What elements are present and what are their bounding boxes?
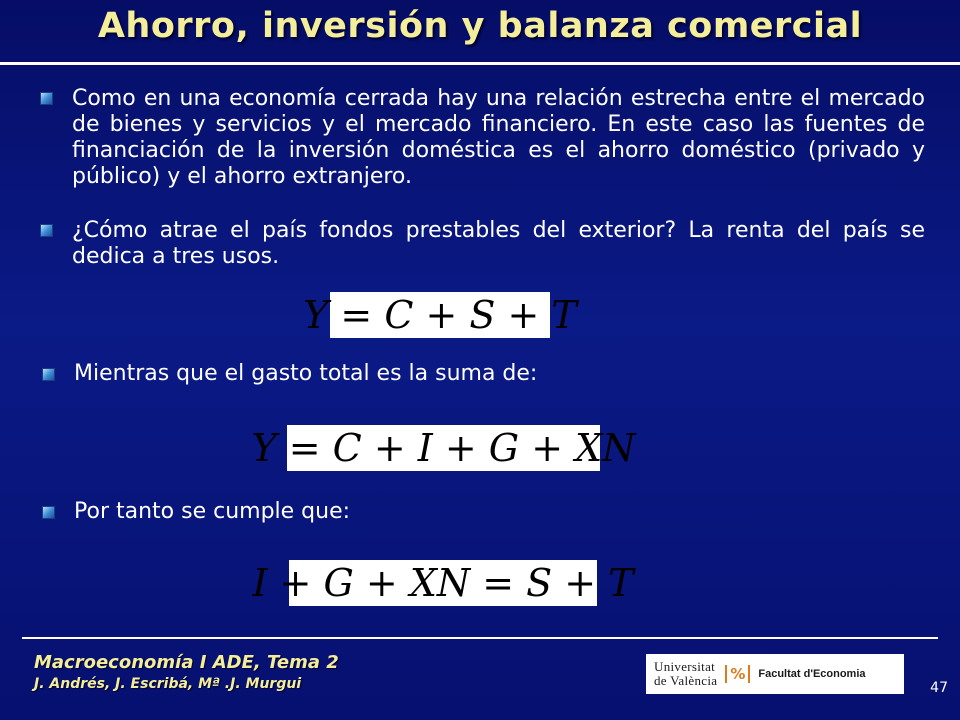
logo-university-name: Universitat de València [654, 659, 718, 688]
bullet-text-4: Por tanto se cumple que: [74, 499, 351, 524]
footer-authors: J. Andrés, J. Escribá, Mª .J. Murgui [34, 676, 302, 692]
page-number: 47 [930, 680, 948, 696]
bullet-icon [40, 92, 53, 105]
footer-course: Macroeconomía I ADE, Tema 2 [34, 652, 339, 673]
university-logo [646, 654, 904, 694]
bullet-text-2: ¿Cómo atrae el país fondos prestables del exterior? La renta del país se dedica a tres usos. [72, 218, 925, 269]
formula-total-spending: Y = C + I + G + XN [251, 426, 636, 470]
formula-identity: I + G + XN = S + T [252, 561, 634, 605]
bullet-icon [42, 506, 55, 519]
slide-title: Ahorro, inversión y balanza comercial [97, 6, 863, 46]
bullet-text-3: Mientras que el gasto total es la suma de: [74, 361, 538, 386]
title-divider [0, 62, 960, 65]
bullet-icon [40, 224, 53, 237]
footer-divider [22, 637, 938, 639]
logo-mark-icon: % [725, 665, 750, 683]
bullet-icon [42, 368, 55, 381]
bullet-text-1: Como en una economía cerrada hay una relación estrecha entre el mercado de bienes y servicios y el mercado financiero. En este caso las fuentes de financiación de la inversión doméstica es el ahorro doméstico (privado y público) y el ahorro extranjero. [72, 86, 925, 189]
footer-credits [34, 652, 339, 694]
logo-faculty-name: Facultat d'Economia [758, 668, 866, 680]
formula-income-uses: Y = C + S + T [303, 293, 577, 337]
